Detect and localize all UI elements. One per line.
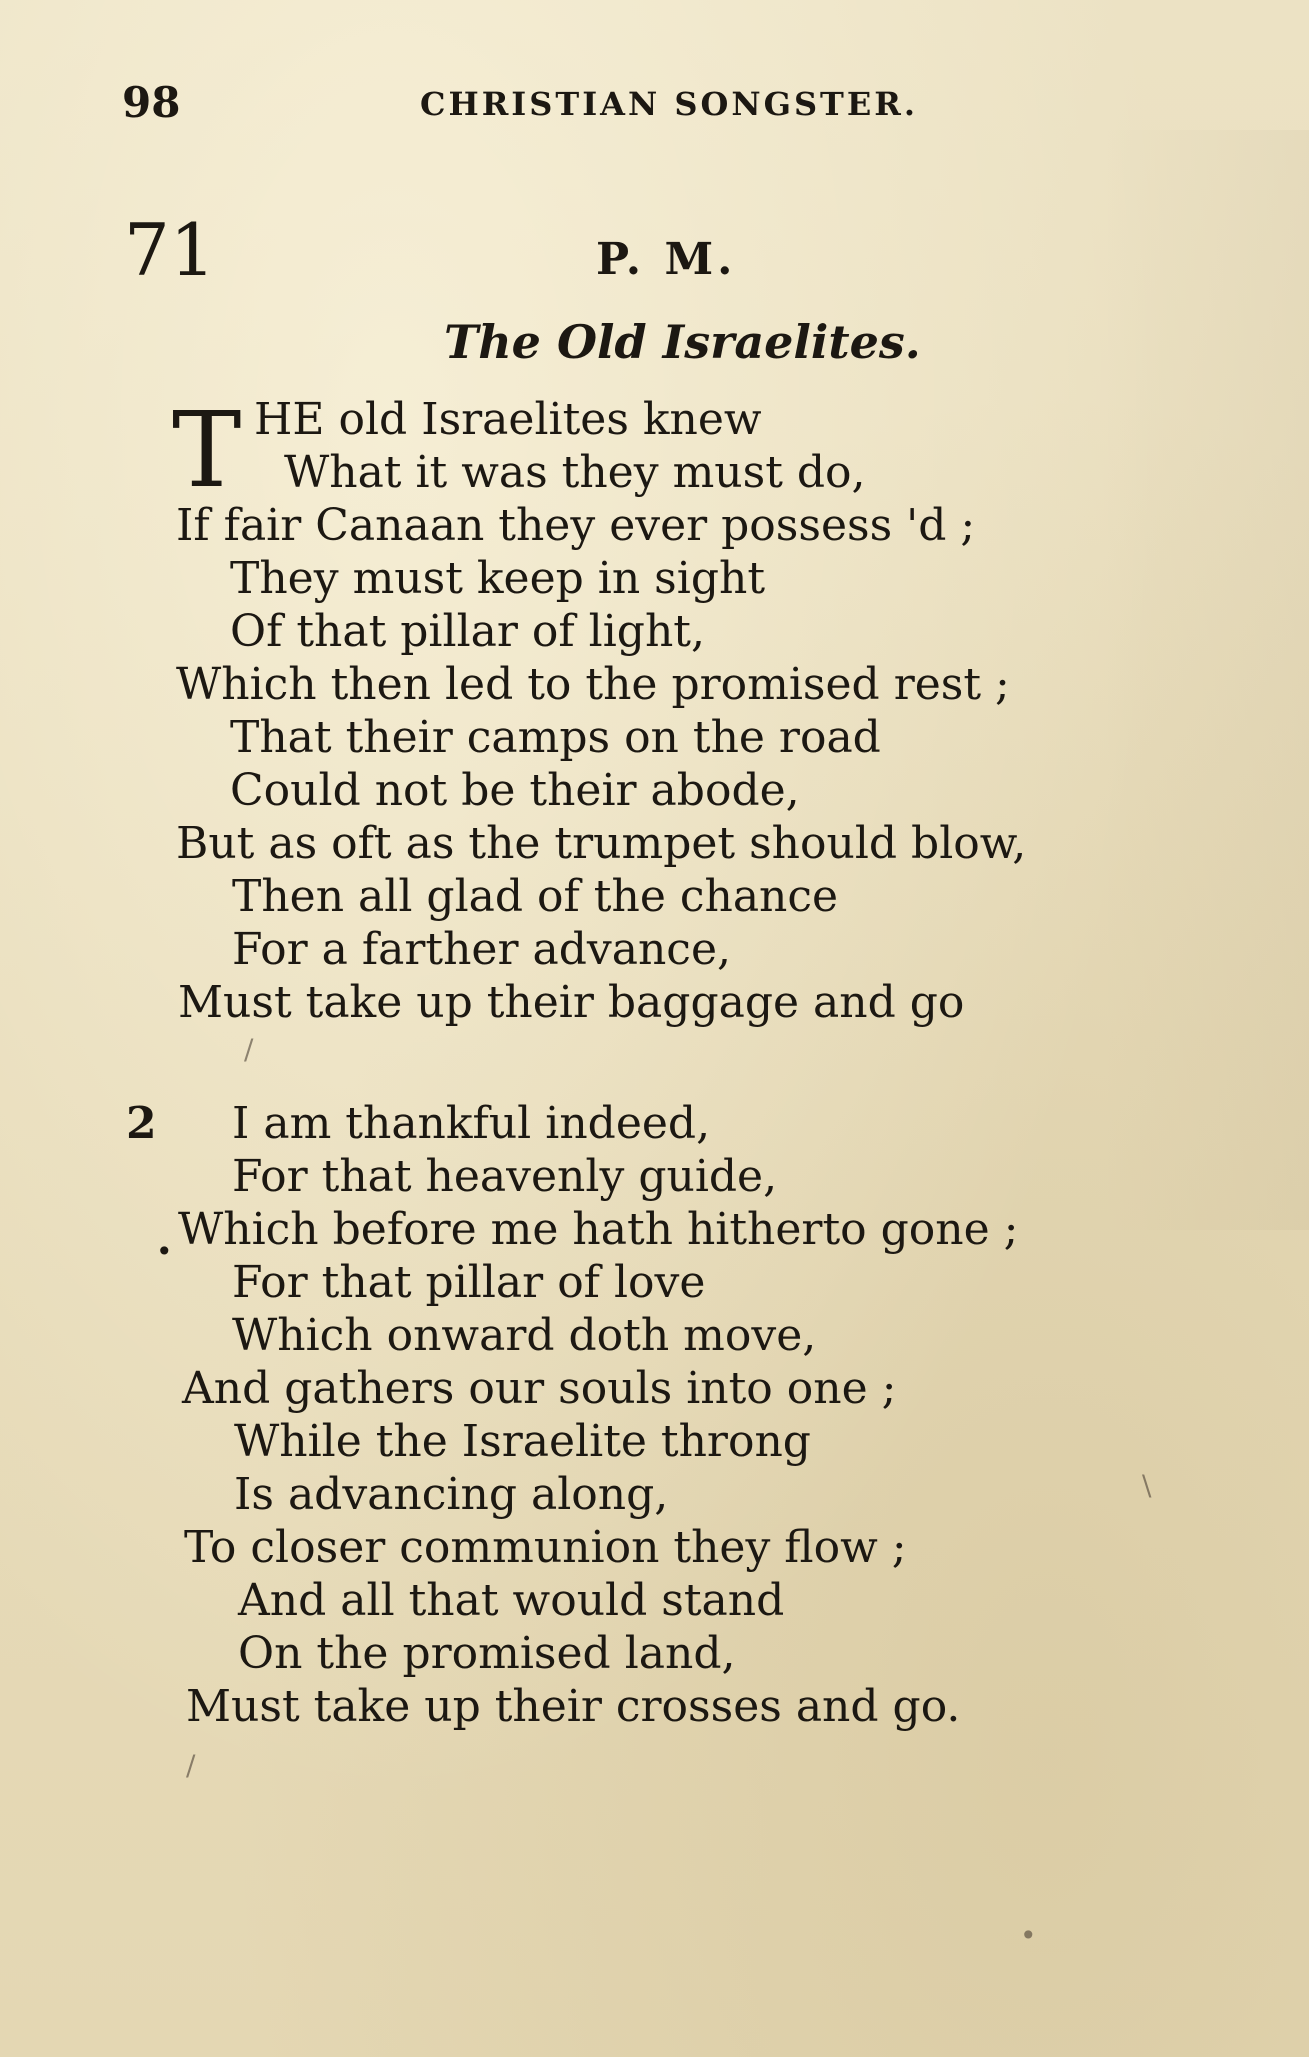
verse-line: They must keep in sight (230, 553, 766, 604)
verse-line: Of that pillar of light, (230, 606, 705, 657)
verse-line: Must take up their baggage and go (178, 977, 965, 1028)
verse-line: What it was they must do, (284, 447, 866, 498)
verse-line: Could not be their abode, (230, 765, 800, 816)
drop-cap: T (172, 389, 242, 511)
verse-line: Must take up their crosses and go. (186, 1681, 961, 1732)
verse-line: Then all glad of the chance (232, 871, 839, 922)
verse-line: And all that would stand (238, 1575, 785, 1626)
page-number: 98 (122, 78, 181, 127)
verse-line: And gathers our souls into one ; (182, 1363, 897, 1414)
running-head (0, 78, 1309, 128)
verse-line: To closer communion they flow ; (184, 1522, 907, 1573)
verse-line: Which then led to the promised rest ; (176, 659, 1010, 710)
verse-line: That their camps on the road (230, 712, 881, 763)
verse-line: For a farther advance, (232, 924, 731, 975)
hymn-number: 71 (124, 208, 216, 292)
verse-line: While the Israelite throng (234, 1416, 811, 1467)
verse-line: I am thankful indeed, (232, 1098, 711, 1149)
verse-line: Is advancing along, (234, 1469, 669, 1520)
ink-speck: / (186, 1749, 196, 1782)
stanza-number: 2 (126, 1098, 157, 1149)
hymn-meter: P. M. (596, 234, 737, 285)
verse-line: HE old Israelites knew (254, 394, 762, 445)
running-title: CHRISTIAN SONGSTER. (420, 85, 918, 123)
show-through (1099, 130, 1309, 1230)
ink-speck: / (244, 1033, 254, 1066)
verse-line: On the promised land, (238, 1628, 736, 1679)
verse-line: If fair Canaan they ever possess 'd ; (176, 500, 976, 551)
verse-line: For that heavenly guide, (232, 1151, 778, 1202)
ink-speck: \ (1142, 1469, 1152, 1502)
ink-speck: • (1020, 1919, 1037, 1952)
verse-line: For that pillar of love (232, 1257, 706, 1308)
verse-line: Which onward doth move, (232, 1310, 817, 1361)
hymn-title: The Old Israelites. (444, 315, 921, 369)
verse-line: Which before me hath hitherto gone ; (178, 1204, 1019, 1255)
verse-line: But as oft as the trumpet should blow, (176, 818, 1027, 869)
printer-bullet-mark: • (156, 1235, 173, 1268)
